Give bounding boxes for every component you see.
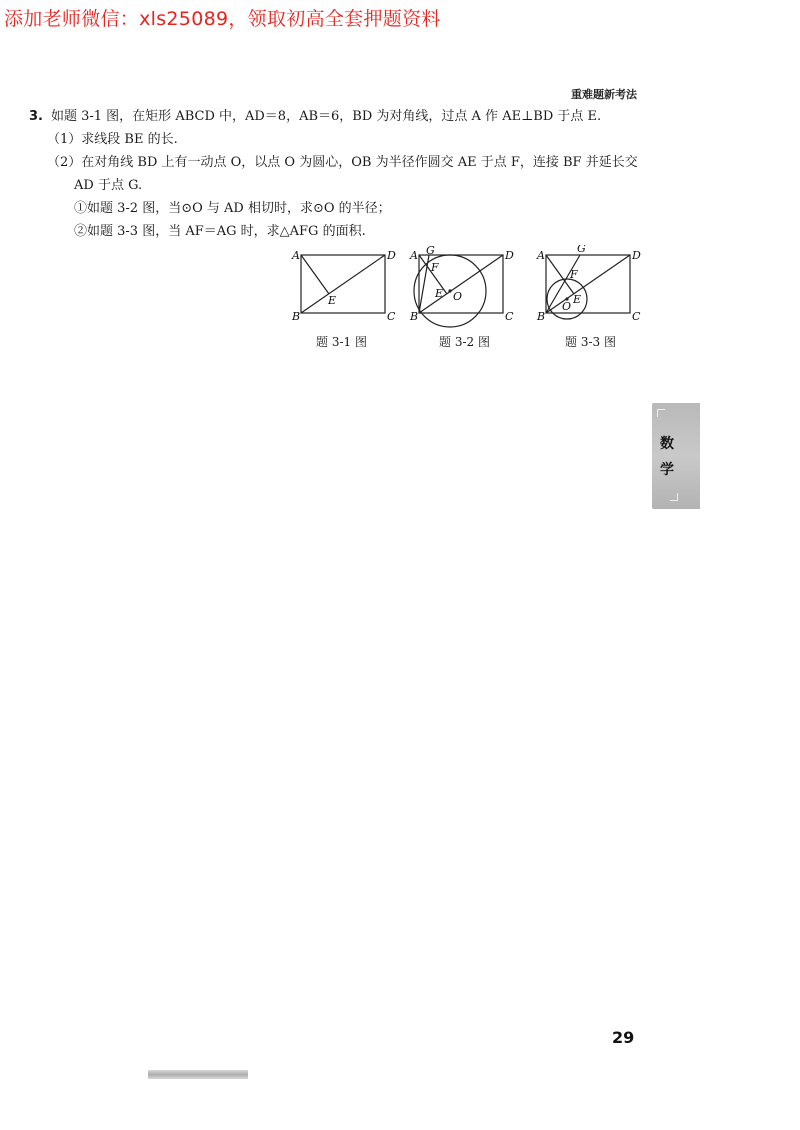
segment-bg [419, 255, 429, 313]
label-E-fig2: E [435, 287, 444, 300]
label-B-fig1: B [292, 310, 301, 323]
figure-caption-3-3: 题 3-3 图 [565, 335, 616, 349]
label-O-fig3: O [562, 300, 572, 313]
figure-3-1 [301, 255, 385, 313]
label-F-fig3: F [570, 268, 578, 281]
problem-intro: 如题 3-1 图，在矩形 ABCD 中，AD＝8，AB＝6，BD 为对角线，过点 A 作 AE⊥BD 于点 E. [50, 109, 602, 124]
tab-corner-mark [657, 409, 665, 417]
scan-artifact [148, 1070, 248, 1079]
page-number: 29 [612, 1028, 635, 1047]
geometry-figures [283, 245, 663, 330]
subject-side-tab [652, 403, 700, 509]
label-A-fig3: A [537, 249, 545, 262]
section-title: 重难题新考法 [571, 88, 637, 101]
label-D-fig2: D [505, 249, 514, 262]
problem-part1: （1）求线段 BE 的长. [47, 132, 178, 147]
figure-3-3 [546, 255, 630, 319]
problem-sub2: ②如题 3-3 图，当 AF＝AG 时，求△AFG 的面积. [74, 224, 366, 239]
diagonal-bd [546, 255, 630, 313]
label-A-fig2: A [410, 249, 418, 262]
figure-caption-3-1: 题 3-1 图 [316, 335, 367, 349]
subject-label [652, 431, 682, 483]
subject-label-char2: 学 [660, 462, 674, 478]
problem-part2-line2: AD 于点 G. [74, 178, 143, 193]
problem-block [29, 105, 649, 243]
center-o-dot [448, 289, 451, 292]
label-B-fig2: B [410, 310, 419, 323]
label-G-fig2: G [426, 245, 435, 257]
label-E-fig1: E [328, 294, 337, 307]
figure-caption-3-2: 题 3-2 图 [439, 335, 490, 349]
label-E-fig3: E [573, 293, 582, 306]
label-C-fig2: C [505, 310, 514, 323]
tab-corner-mark [670, 493, 678, 501]
figures-row [283, 245, 663, 349]
label-C-fig3: C [632, 310, 641, 323]
label-G-fig3: G [577, 245, 586, 255]
subject-label-char1: 数 [660, 436, 674, 452]
label-O-fig2: O [453, 290, 463, 303]
segment-ae [301, 255, 329, 294]
label-F-fig2: F [431, 261, 439, 274]
problem-number: 3. [29, 109, 43, 124]
label-A-fig1: A [292, 249, 300, 262]
problem-sub1: ①如题 3-2 图，当⊙O 与 AD 相切时，求⊙O 的半径； [74, 201, 391, 216]
problem-part2-line1: （2）在对角线 BD 上有一动点 O，以点 O 为圆心，OB 为半径作圆交 AE 于点 F，连接 BF 并延长交 [47, 155, 638, 170]
problem-intro-line [29, 105, 649, 128]
label-D-fig1: D [387, 249, 396, 262]
label-D-fig3: D [632, 249, 641, 262]
watermark-banner: 添加老师微信：xls25089，领取初高全套押题资料 [4, 8, 441, 30]
label-C-fig1: C [387, 310, 396, 323]
label-B-fig3: B [537, 310, 546, 323]
diagonal-bd [301, 255, 385, 313]
